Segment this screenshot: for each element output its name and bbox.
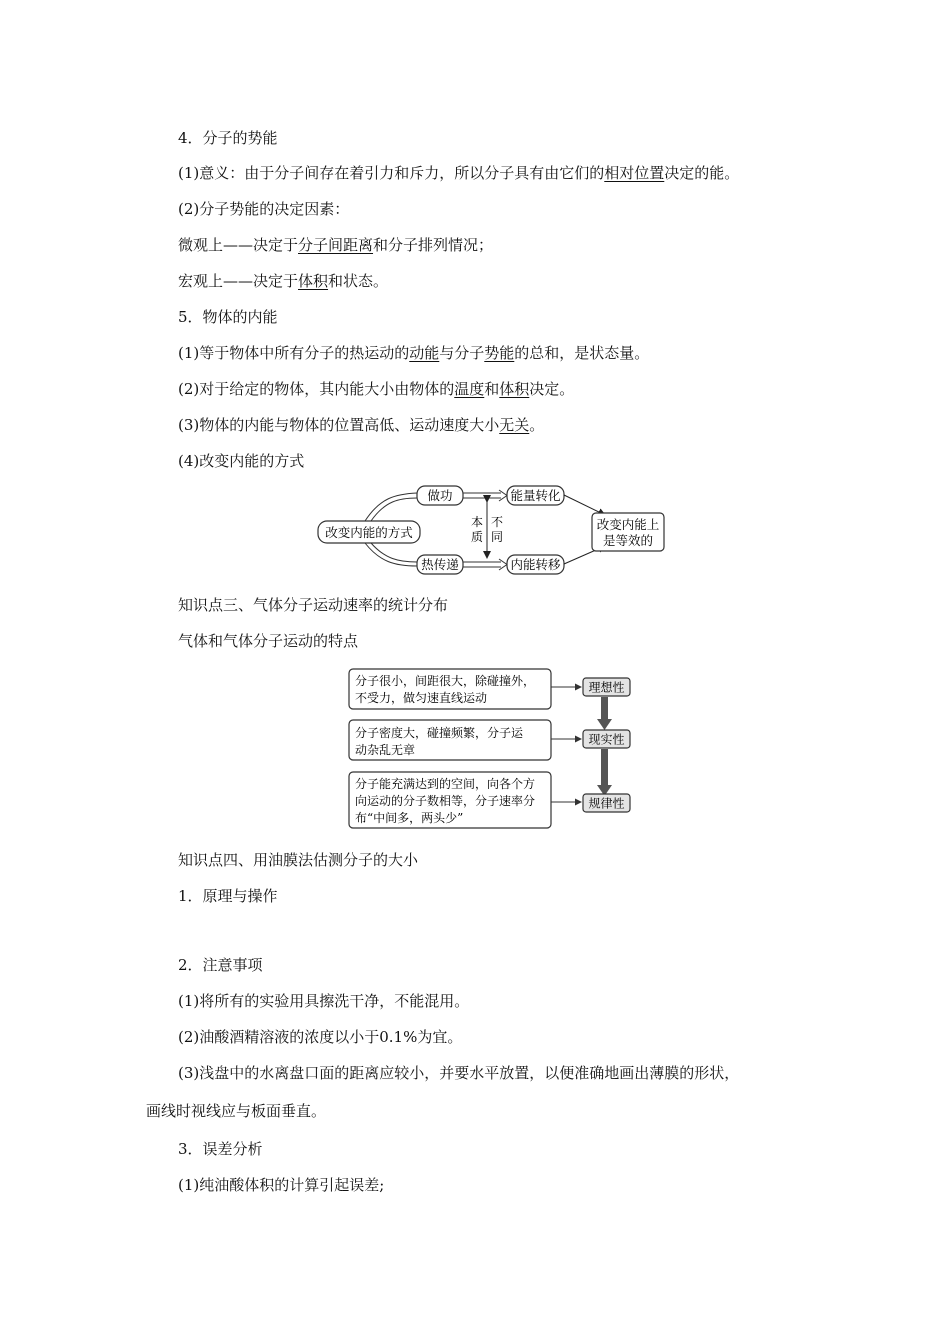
vertical-label-1: 本 [470, 515, 484, 529]
k4-heading-3: 3．误差分析 [178, 1140, 263, 1158]
bottom-label: 热传递 [421, 557, 459, 572]
feature-2-line-2: 动杂乱无章 [355, 743, 416, 757]
k4-note-1: (1)将所有的实验用具擦洗干净，不能混用。 [178, 992, 470, 1010]
section-5-title: 5．物体的内能 [178, 308, 278, 326]
s4-paragraph-3: 微观上——决定于分子间距离和分子排列情况； [178, 236, 494, 254]
s5-paragraph-1: (1)等于物体中所有分子的热运动的动能与分子势能的总和，是状态量。 [178, 344, 650, 362]
knowledge-point-3-title: 知识点三、气体分子运动速率的统计分布 [178, 596, 449, 614]
knowledge-point-3-subtitle: 气体和气体分子运动的特点 [178, 632, 359, 650]
k4-heading-1: 1．原理与操作 [178, 887, 278, 905]
gas-characteristics-diagram [345, 665, 645, 835]
tag-label-1: 理想性 [588, 680, 625, 695]
result-line-1: 改变内能上 [596, 517, 660, 532]
section-4-title: 4．分子的势能 [178, 129, 278, 147]
s5-paragraph-3: (3)物体的内能与物体的位置高低、运动速度大小无关。 [178, 416, 545, 434]
underlined-term: 势能 [484, 344, 515, 362]
underlined-term: 体积 [298, 272, 329, 290]
knowledge-point-4-title: 知识点四、用油膜法估测分子的大小 [178, 851, 419, 869]
k4-note-3b: 画线时视线应与板面垂直。 [146, 1102, 327, 1120]
underlined-term: 体积 [499, 380, 530, 398]
underlined-term: 动能 [409, 344, 440, 362]
underlined-term: 相对位置 [604, 164, 665, 182]
s4-paragraph-2: (2)分子势能的决定因素： [178, 200, 350, 218]
s4-paragraph-4: 宏观上——决定于体积和状态。 [178, 272, 389, 290]
s5-paragraph-2: (2)对于给定的物体，其内能大小由物体的温度和体积决定。 [178, 380, 575, 398]
k4-note-3a: (3)浅盘中的水离盘口面的距离应较小，并要水平放置，以便准确地画出薄膜的形状， [178, 1064, 740, 1082]
feature-3-line-2: 向运动的分子数相等，分子速率分 [355, 794, 536, 808]
result-line-2: 是等效的 [602, 533, 654, 548]
tag-label-3: 规律性 [588, 796, 625, 811]
right-top-label: 能量转化 [510, 488, 561, 503]
vertical-label-3: 不 [490, 515, 504, 529]
s4-paragraph-1: (1)意义：由于分子间存在着引力和斥力，所以分子具有由它们的相对位置决定的能。 [178, 164, 740, 182]
vertical-label-4: 同 [490, 530, 504, 544]
feature-3-line-1: 分子能充满达到的空间，向各个方 [355, 777, 536, 791]
internal-energy-diagram [315, 480, 675, 580]
s5-paragraph-4: (4)改变内能的方式 [178, 452, 305, 470]
center-label: 改变内能的方式 [325, 525, 413, 540]
top-label: 做功 [427, 488, 453, 503]
k4-error-1: (1)纯油酸体积的计算引起误差; [178, 1176, 385, 1194]
underlined-term: 无关 [499, 416, 530, 434]
feature-3-line-3: 布“中间多，两头少” [355, 811, 464, 825]
feature-1-line-1: 分子很小，间距很大，除碰撞外， [355, 674, 536, 688]
vertical-label-2: 质 [470, 530, 484, 544]
underlined-term: 分子间距离 [298, 236, 374, 254]
feature-2-line-1: 分子密度大，碰撞频繁，分子运 [355, 726, 524, 740]
underlined-term: 温度 [454, 380, 485, 398]
k4-note-2: (2)油酸酒精溶液的浓度以小于0.1%为宜。 [178, 1028, 463, 1046]
tag-label-2: 现实性 [588, 732, 625, 747]
k4-heading-2: 2．注意事项 [178, 956, 263, 974]
right-bottom-label: 内能转移 [510, 557, 561, 572]
feature-1-line-2: 不受力，做匀速直线运动 [355, 691, 488, 705]
